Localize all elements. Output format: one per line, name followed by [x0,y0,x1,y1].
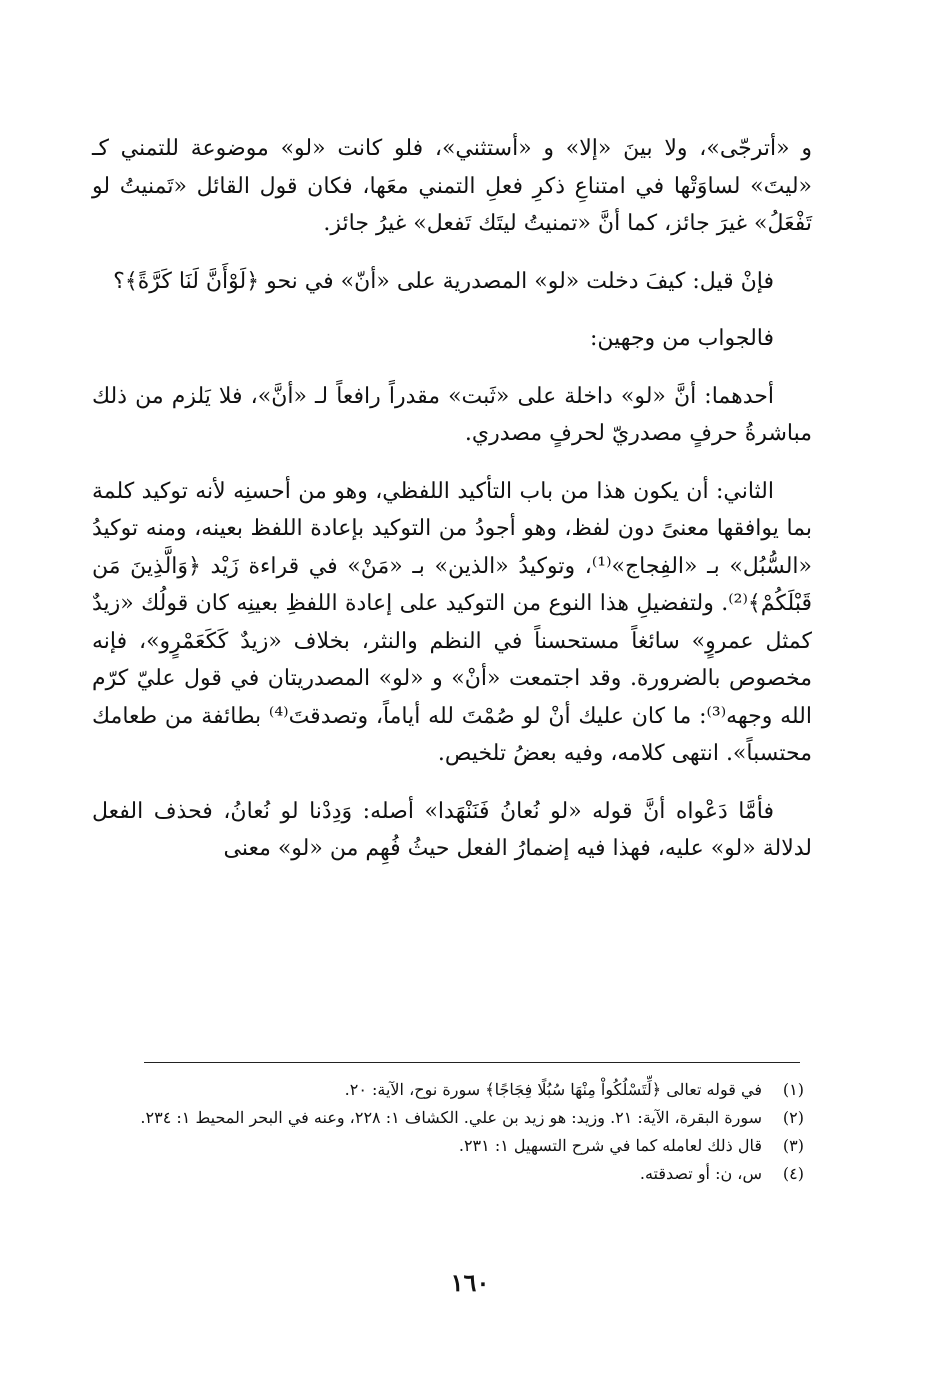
footnote-text: سورة البقرة، الآية: ٢١. وزيد: هو زيد بن علي. الكشاف ١: ٢٢٨، وعنه في البحر المحيط ١: ٢٣٤. [140,1108,762,1127]
footnote-number: (٤) [782,1164,804,1183]
footnote-text: قال ذلك لعامله كما في شرح التسهيل ١: ٢٣١. [458,1136,762,1155]
paragraph-2: فإنْ قيل: كيفَ دخلت «لو» المصدرية على «أنّ» في نحو ﴿لَوْأَنَّ لَنَا كَرَّةً﴾؟ [113,268,774,294]
footnote-number: (١) [782,1080,804,1099]
paragraph-1: و «أترجّى»، ولا بينَ «إلا» و «أستثني»، فلو كانت «لو» موضوعة للتمني كـ «ليتَ» لساوَتْها في امتناعِ ذكرِ فعلِ التمني معَها، فكان قول القائل «تَمنيتُ لو تَفْعَلُ» غيرَ جائز، كما أنَّ «تمنيتُ ليتَك تَفعل» غيرُ جائز. [92,136,812,236]
main-text-block [92,130,812,888]
footnote-number: (٢) [782,1108,804,1127]
footnote-4 [120,1160,804,1188]
footnote-text: س، ن: أو تصدقته. [639,1164,762,1183]
footnote-1 [120,1076,804,1104]
page-number: ١٦٠ [450,1268,490,1297]
footnote-divider [144,1062,800,1063]
paragraph-5: الثاني: أن يكون هذا من باب التأكيد اللفظي، وهو من أحسنِه لأنه توكيد كلمة بما يوافقها معنىً دون لفظ، وهو أجودُ من التوكيد بإعادة اللفظ بعينه، ومنه توكيدُ «السُّبُل» بـ «الفِجاج»⁽¹⁾، وتوكيدُ «الذين» بـ «مَنْ» في قراءة زَيْد ﴿وَالَّذِينَ مَن قَبْلَكُمْ﴾⁽²⁾. ولتفضيلِ هذا النوع من التوكيد على إعادة اللفظِ بعينِه كان قولُك «زيدٌ كمثل عمروٍ» سائغاً مستحسناً في النظم والنثر، بخلاف «زيدٌ كَكَعَمْرٍو»، فإنه مخصوص بالضرورة. وقد اجتمعت «أنْ» و «لو» المصدريتان في قول عليّ كرّم الله وجهه⁽³⁾: ما كان عليك أنْ لو صُمْتَ لله أياماً، وتصدقتَ⁽⁴⁾ بطائفة من طعامك محتسباً». انتهى كلامه، وفيه بعضُ تلخيص. [92,478,812,766]
footnote-text: في قوله تعالى ﴿لِّتَسْلُكُواْ مِنْهَا سُبُلًا فِجَاجًا﴾ سورة نوح، الآية: ٢٠. [344,1080,762,1099]
footnote-2 [120,1104,804,1132]
footnote-number: (٣) [782,1136,804,1155]
footnote-3 [120,1132,804,1160]
footnotes [120,1076,804,1188]
paragraph-4: أحدهما: أنَّ «لو» داخلة على «ثَبت» مقدراً رافعاً لـ «أنَّ»، فلا يَلزم من ذلك مباشرةُ حرفٍ مصدريّ لحرفٍ مصدري. [92,383,812,446]
paragraph-3: فالجواب من وجهين: [590,326,774,351]
paragraph-6: فأمَّا دَعْواه أنَّ قوله «لو نُعانُ فَنَنْهَدا» أصله: وَدِدْنا لو نُعانُ، فحذف الفعل لدلالة «لو» عليه، فهذا فيه إضمارُ الفعل حيثُ فُهِم من «لو» معنى [92,798,812,861]
